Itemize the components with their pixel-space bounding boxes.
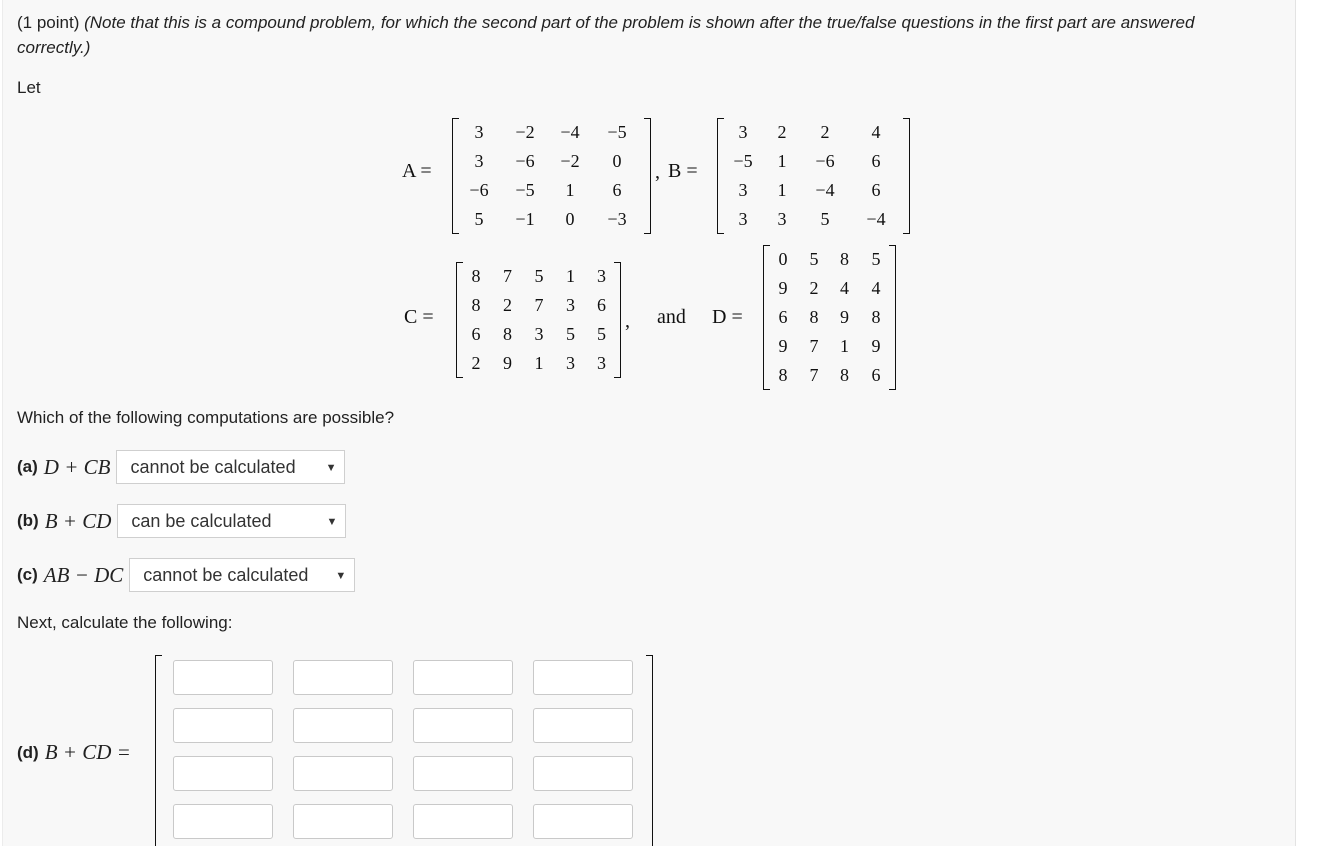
matrix-d-entry: 4 — [840, 278, 849, 298]
answer-input-r4c4[interactable] — [533, 804, 633, 839]
matrix-d-entry: 8 — [840, 365, 849, 385]
matrix-c-entry: 3 — [566, 295, 575, 315]
matrix-c-entry: 3 — [597, 266, 606, 286]
matrix-c-entry: 6 — [471, 324, 481, 344]
matrix-b-entry: 2 — [820, 122, 830, 142]
matrix-c-entry: 5 — [566, 324, 575, 344]
matrix-b-entry: 3 — [738, 122, 748, 142]
matrix-a-entry: 0 — [612, 151, 622, 171]
caret-down-icon: ▼ — [326, 516, 338, 528]
matrix-a-entry: −1 — [515, 209, 535, 229]
answer-input-r1c3[interactable] — [413, 660, 513, 695]
matrix-d-entry: 6 — [871, 365, 881, 385]
caret-down-icon: ▼ — [325, 462, 337, 474]
matrix-b-entry: 3 — [738, 209, 748, 229]
matrix-d-entry: 8 — [871, 307, 881, 327]
matrix-b-entry: 1 — [777, 180, 787, 200]
matrix-b-entry: 4 — [871, 122, 881, 142]
matrix-b-entry: −4 — [866, 209, 886, 229]
matrix-d-entry: 6 — [778, 307, 788, 327]
matrix-d-entry: 9 — [778, 336, 788, 356]
matrix-d-label: D = — [712, 306, 743, 328]
matrix-b-entry: 5 — [820, 209, 830, 229]
matrix-b-label: B = — [668, 160, 698, 182]
matrix-d-entry: 4 — [871, 278, 881, 298]
matrix-a-entry: −6 — [515, 151, 535, 171]
matrix-b-entry: 1 — [777, 151, 787, 171]
matrix-d-entry: 8 — [809, 307, 819, 327]
answer-input-r3c3[interactable] — [413, 756, 513, 791]
matrix-a-entry: 0 — [565, 209, 575, 229]
question-c-select[interactable] — [129, 558, 355, 592]
matrix-c-entry: 7 — [503, 266, 512, 286]
and-word: and — [657, 306, 686, 328]
matrix-a-entry: 6 — [612, 180, 622, 200]
part-d — [17, 740, 137, 765]
matrix-a — [452, 118, 651, 234]
matrix-b-entry: 2 — [777, 122, 787, 142]
answer-input-r3c2[interactable] — [293, 756, 393, 791]
question-c-label: (c) — [17, 565, 38, 584]
matrix-b-entry: 3 — [777, 209, 787, 229]
matrix-a-entry: −2 — [515, 122, 535, 142]
matrix-c-entry: 2 — [503, 295, 512, 315]
question-a-selected: cannot be calculated — [130, 456, 296, 477]
question-a-select[interactable] — [116, 450, 345, 484]
matrix-b-entry: −6 — [815, 151, 835, 171]
matrix-a-entry: 5 — [474, 209, 484, 229]
answer-input-r3c4[interactable] — [533, 756, 633, 791]
matrix-c-entry: 5 — [597, 324, 606, 344]
matrix-d-entry: 5 — [871, 249, 881, 269]
question-c — [17, 557, 355, 593]
matrix-b-entry: −5 — [733, 151, 753, 171]
matrix-c-entry: 8 — [471, 295, 481, 315]
next-prompt: Next, calculate the following: — [17, 613, 233, 632]
matrix-a-entry: 3 — [474, 151, 484, 171]
matrix-c-entry: 7 — [534, 295, 544, 315]
matrix-d-entry: 7 — [809, 365, 819, 385]
matrix-a-entry: −5 — [515, 180, 535, 200]
matrix-d-entry: 9 — [778, 278, 788, 298]
question-c-selected: cannot be calculated — [143, 564, 309, 585]
points-label: (1 point) — [17, 13, 80, 32]
answer-input-r3c1[interactable] — [173, 756, 273, 791]
comma-after-a: , — [655, 161, 660, 183]
let-label: Let — [17, 78, 41, 97]
matrix-a-entry: −4 — [560, 122, 580, 142]
matrix-c-entry: 3 — [534, 324, 544, 344]
answer-input-r1c2[interactable] — [293, 660, 393, 695]
question-c-expr: AB − DC — [43, 562, 124, 587]
matrix-d — [763, 245, 896, 390]
matrix-d-entry: 9 — [871, 336, 881, 356]
answer-matrix — [155, 655, 653, 846]
matrix-c — [456, 262, 621, 378]
matrix-d-entry: 1 — [840, 336, 849, 356]
matrix-c-entry: 5 — [534, 266, 544, 286]
matrix-d-entry: 2 — [809, 278, 819, 298]
question-prompt: Which of the following computations are possible? — [17, 408, 395, 427]
matrix-d-entry: 7 — [809, 336, 819, 356]
matrix-a-entry: −3 — [607, 209, 627, 229]
problem-panel — [2, 0, 1296, 846]
question-b-expr: B + CD — [44, 508, 112, 533]
compound-note: (Note that this is a compound problem, for which the second part of the problem is shown after the true/false questions in the first part are answered correctly.) — [17, 13, 1195, 57]
matrix-a-label: A = — [402, 160, 432, 182]
answer-input-r4c2[interactable] — [293, 804, 393, 839]
answer-input-r1c1[interactable] — [173, 660, 273, 695]
question-b-label: (b) — [17, 511, 39, 530]
matrix-d-entry: 8 — [778, 365, 788, 385]
problem-intro — [17, 10, 1257, 60]
question-a-expr: D + CB — [43, 454, 111, 479]
matrix-c-entry: 8 — [503, 324, 512, 344]
matrix-b-entry: 3 — [738, 180, 748, 200]
matrix-c-entry: 6 — [597, 295, 606, 315]
matrix-d-entry: 9 — [840, 307, 849, 327]
answer-input-r2c3[interactable] — [413, 708, 513, 743]
matrix-c-entry: 3 — [566, 353, 575, 373]
matrix-c-entry: 8 — [471, 266, 481, 286]
part-d-label: (d) — [17, 742, 39, 762]
matrix-c-entry: 9 — [503, 353, 512, 373]
matrix-c-entry: 3 — [597, 353, 606, 373]
matrix-b — [717, 118, 910, 234]
answer-input-r1c4[interactable] — [533, 660, 633, 695]
answer-input-r2c4[interactable] — [533, 708, 633, 743]
question-a-label: (a) — [17, 457, 38, 476]
answer-input-r2c2[interactable] — [293, 708, 393, 743]
comma-after-c: , — [625, 310, 630, 332]
matrix-b-entry: −4 — [815, 180, 835, 200]
question-b — [17, 503, 346, 539]
matrix-d-entry: 0 — [778, 249, 788, 269]
matrix-a-entry: 1 — [565, 180, 575, 200]
matrix-a-entry: 3 — [474, 122, 484, 142]
answer-input-r4c1[interactable] — [173, 804, 273, 839]
matrix-b-entry: 6 — [871, 151, 881, 171]
matrix-b-entry: 6 — [871, 180, 881, 200]
question-a — [17, 449, 345, 485]
caret-down-icon: ▼ — [335, 570, 347, 582]
matrix-d-entry: 5 — [809, 249, 819, 269]
answer-input-r4c3[interactable] — [413, 804, 513, 839]
matrix-c-entry: 1 — [534, 353, 544, 373]
matrix-a-entry: −2 — [560, 151, 580, 171]
matrix-d-entry: 8 — [840, 249, 849, 269]
answer-input-r2c1[interactable] — [173, 708, 273, 743]
question-b-select[interactable] — [117, 504, 346, 538]
matrix-c-label: C = — [404, 306, 434, 328]
matrix-c-entry: 2 — [471, 353, 481, 373]
matrix-c-entry: 1 — [566, 266, 575, 286]
question-b-selected: can be calculated — [131, 510, 272, 531]
matrix-a-entry: −6 — [469, 180, 489, 200]
part-d-expr: B + CD = — [44, 740, 131, 764]
matrix-a-entry: −5 — [607, 122, 627, 142]
